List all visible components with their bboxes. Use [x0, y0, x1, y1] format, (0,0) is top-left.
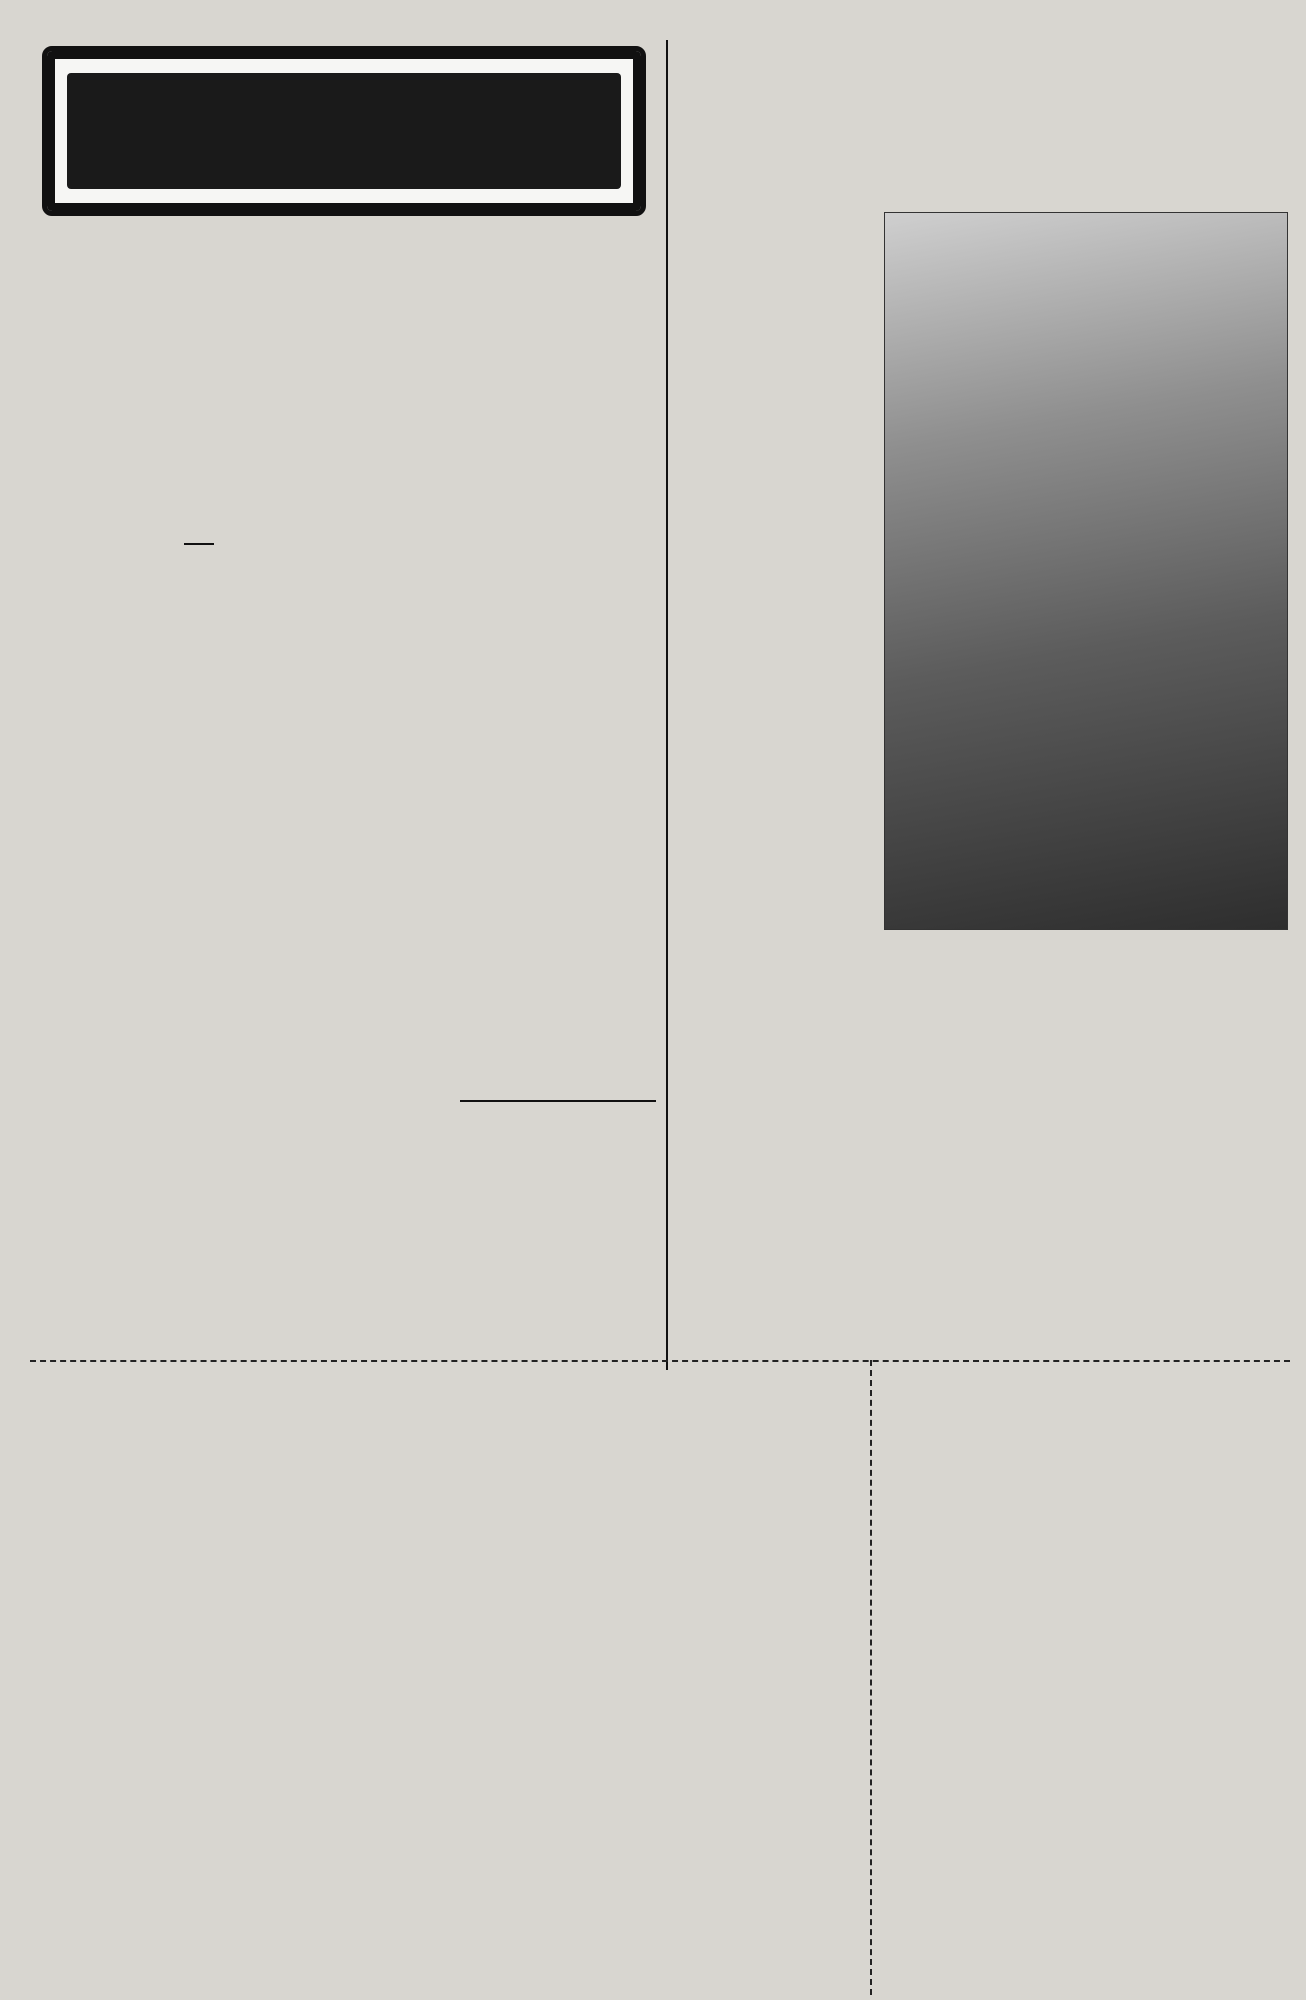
column-divider-top — [666, 40, 668, 1370]
kepviseloi-rule — [460, 1100, 656, 1102]
szovjet-col-1 — [678, 120, 876, 690]
debrecen-signature — [458, 1076, 658, 1092]
kepviseloi-body — [458, 1140, 658, 1354]
column-divider-bottom — [870, 1360, 872, 1995]
hrescsatik-street-view-photo — [884, 212, 1288, 930]
kicker-rule-left — [184, 543, 214, 545]
szovjet-col-2 — [884, 118, 1080, 206]
debrecen-col-3 — [458, 678, 658, 1078]
szovjet-col-5 — [1090, 946, 1286, 1446]
kombajn-col-2 — [238, 306, 434, 534]
szovjet-col-4 — [884, 946, 1080, 1266]
szovjet-col-3 — [1090, 118, 1286, 206]
masthead-box — [42, 46, 646, 216]
debrecen-col-2 — [238, 678, 446, 1354]
debrecen-col-1 — [32, 678, 226, 1354]
kombajn-col-1 — [38, 306, 226, 534]
kombajn-col-3 — [446, 306, 654, 534]
masthead-title — [67, 73, 621, 189]
